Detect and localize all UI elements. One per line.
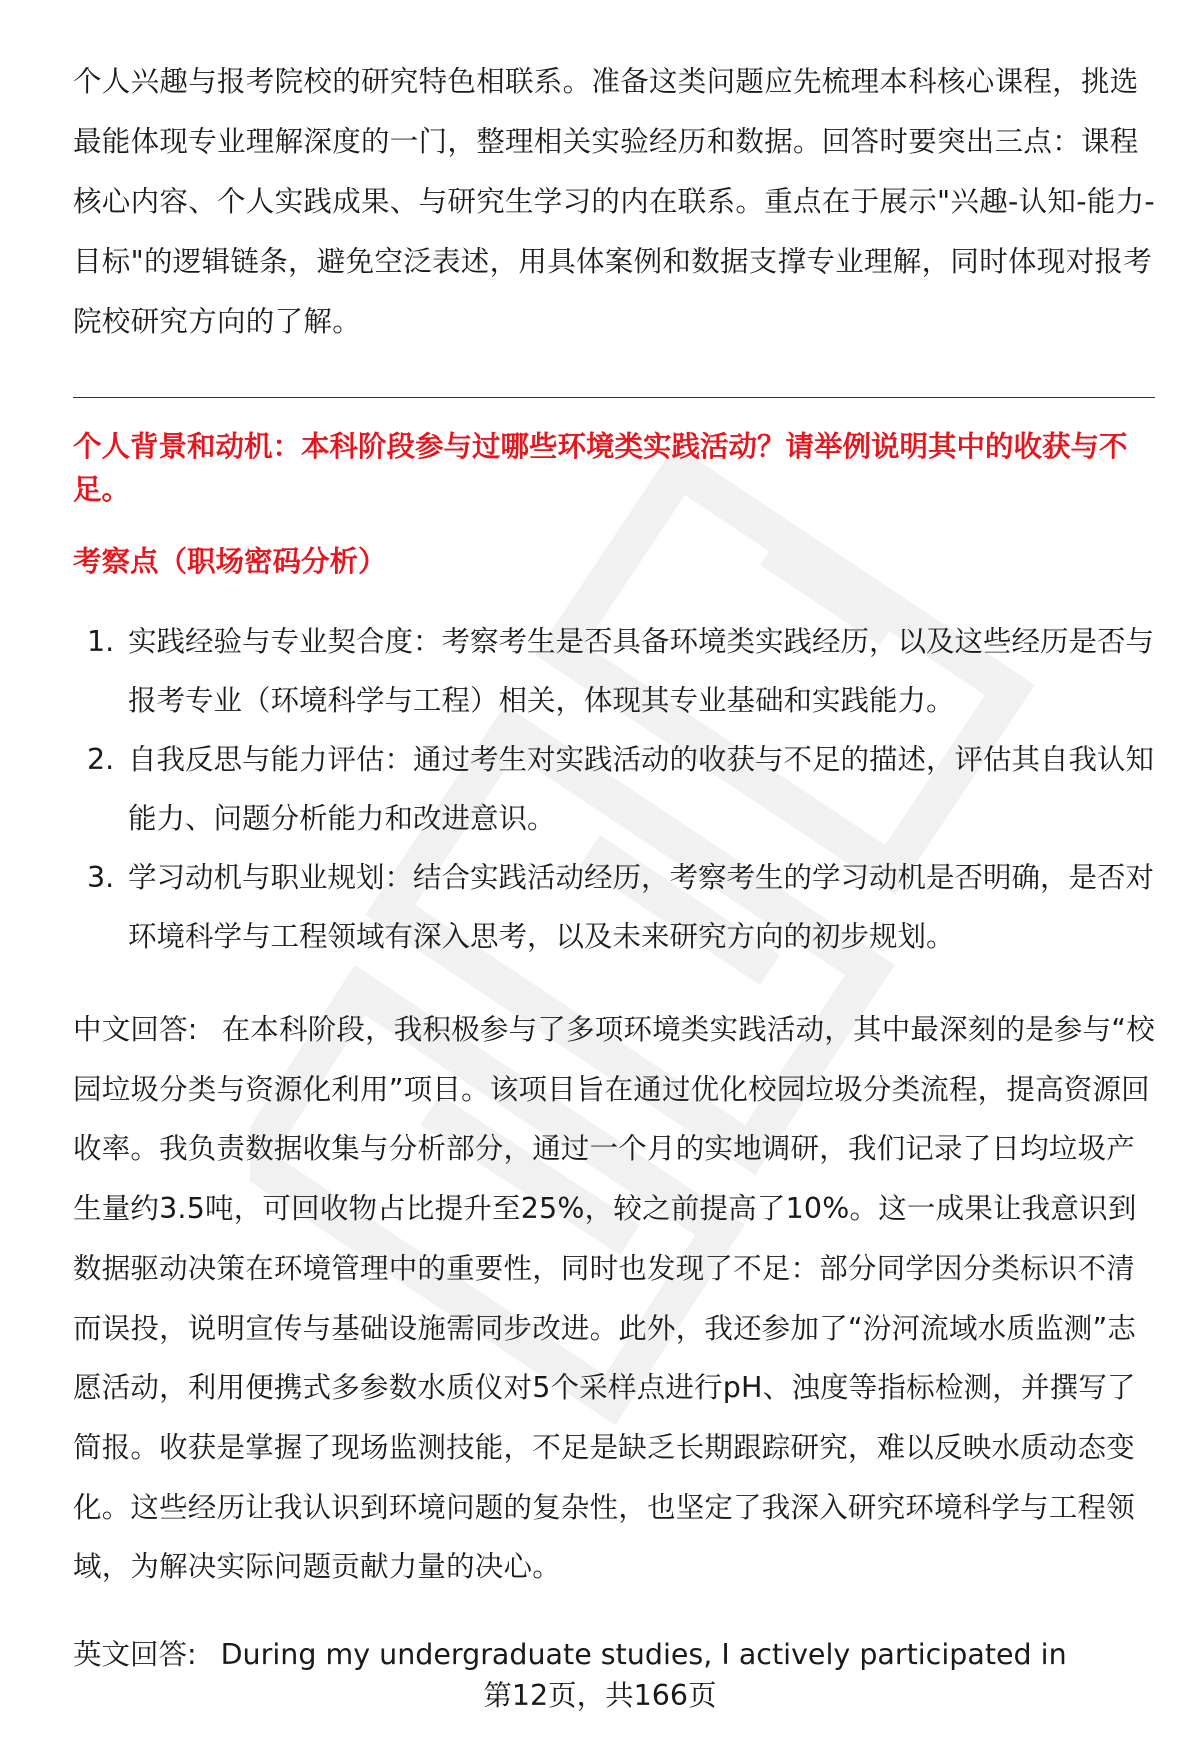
question-heading: 个人背景和动机：本科阶段参与过哪些环境类实践活动？请举例说明其中的收获与不足。: [73, 430, 1128, 506]
chinese-answer: [73, 1000, 1155, 1597]
page-number-footer: 第12页，共166页: [483, 1679, 717, 1712]
list-item-number: 2.: [87, 743, 115, 776]
focus-points-list: [73, 612, 1155, 966]
list-item-text: 学习动机与职业规划：结合实践活动经历，考察考生的学习动机是否明确，是否对环境科学与工程领域有深入思考，以及未来研究方向的初步规划。: [128, 861, 1155, 953]
list-item-number: 3.: [87, 861, 115, 894]
chinese-answer-label: 中文回答:: [73, 1013, 198, 1046]
english-answer-text: During my undergraduate studies, I actively participated in: [220, 1638, 1067, 1671]
list-item-text: 自我反思与能力评估：通过考生对实践活动的收获与不足的描述，评估其自我认知能力、问题分析能力和改进意识。: [128, 743, 1155, 835]
chinese-answer-text: 在本科阶段，我积极参与了多项环境类实践活动，其中最深刻的是参与“校园垃圾分类与资源化利用”项目。该项目旨在通过优化校园垃圾分类流程，提高资源回收率。我负责数据收集与分析部分，通过一个月的实地调研，我们记录了日均垃圾产生量约3.5吨，可回收物占比提升至25%，较之前提高了10%。这一成果让我意识到数据驱动决策在环境管理中的重要性，同时也发现了不足：部分同学因分类标识不清而误投，说明宣传与基础设施需同步改进。此外，我还参加了“汾河流域水质监测”志愿活动，利用便携式多参数水质仪对5个采样点进行pH、浊度等指标检测，并撰写了简报。收获是掌握了现场监测技能，不足是缺乏长期跟踪研究，难以反映水质动态变化。这些经历让我认识到环境问题的复杂性，也坚定了我深入研究环境科学与工程领域，为解决实际问题贡献力量的决心。: [73, 1013, 1155, 1584]
english-answer-label: 英文回答:: [73, 1638, 197, 1671]
list-item-text: 实践经验与专业契合度：考察考生是否具备环境类实践经历，以及这些经历是否与报考专业（环境科学与工程）相关，体现其专业基础和实践能力。: [128, 625, 1155, 717]
list-item: [73, 848, 1155, 966]
list-item: [73, 730, 1155, 848]
focus-heading: 考察点（职场密码分析）: [73, 545, 387, 578]
section-divider: [73, 397, 1155, 398]
intro-paragraph: 个人兴趣与报考院校的研究特色相联系。准备这类问题应先梳理本科核心课程，挑选最能体现专业理解深度的一门，整理相关实验经历和数据。回答时要突出三点：课程核心内容、个人实践成果、与研究生学习的内在联系。重点在于展示"兴趣-认知-能力-目标"的逻辑链条，避免空泛表述，用具体案例和数据支撑专业理解，同时体现对报考院校研究方向的了解。: [73, 65, 1155, 338]
list-item: [73, 612, 1155, 730]
list-item-number: 1.: [87, 625, 115, 658]
